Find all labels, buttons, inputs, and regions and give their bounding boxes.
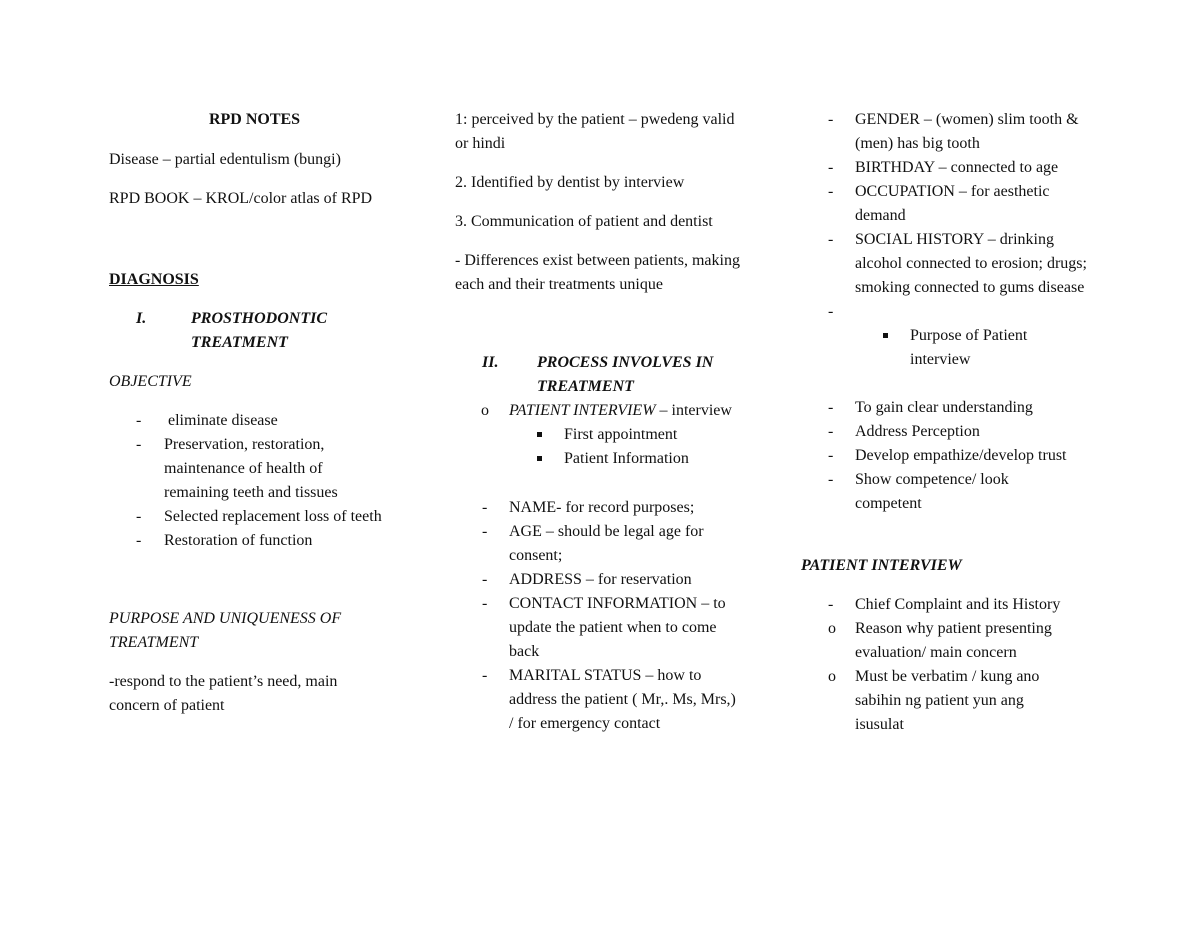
paragraph-1: 1: perceived by the patient – pwedeng valid or hindi xyxy=(455,111,735,152)
list-item: - Develop empathize/develop trust xyxy=(801,444,1071,468)
list-item: First appointment xyxy=(455,423,755,447)
list-item: - BIRTHDAY – connected to age xyxy=(801,156,1091,180)
list-item: - GENDER – (women) slim tooth & (men) has big tooth xyxy=(801,108,1091,156)
patient-interview-item xyxy=(455,399,749,423)
list-item: - Restoration of function xyxy=(109,529,384,553)
dash-marker: - xyxy=(828,183,834,200)
list-item xyxy=(801,300,1091,324)
dash-marker: - xyxy=(828,399,834,416)
paragraph-3: 3. Communication of patient and dentist xyxy=(455,213,713,230)
list-item: - Selected replacement loss of teeth xyxy=(109,505,384,529)
dash-marker: - xyxy=(828,423,834,440)
purpose-sublist xyxy=(801,324,1061,372)
dash-marker: - xyxy=(482,667,488,684)
list-item: - SOCIAL HISTORY – drinking alcohol connected to erosion; drugs; smoking connected to gums disease xyxy=(801,228,1091,300)
circle-bullet-icon: o xyxy=(481,402,489,419)
section-1-title: PROSTHODONTIC TREATMENT xyxy=(191,310,328,351)
circle-bullet-icon: o xyxy=(828,668,836,685)
column-2 xyxy=(455,108,755,736)
list-item: - CONTACT INFORMATION – to update the patient when to come back xyxy=(455,592,740,664)
dash-marker: - xyxy=(828,111,834,128)
purpose-text: -respond to the patient’s need, main concern of patient xyxy=(109,673,338,714)
dash-marker: - xyxy=(828,447,834,464)
column-1 xyxy=(109,108,384,718)
list-item: o Reason why patient presenting evaluation/ main concern xyxy=(801,617,1071,665)
dash-marker: - xyxy=(136,532,142,549)
section-2-title: PROCESS INVOLVES IN TREATMENT xyxy=(537,354,714,395)
square-bullet-icon xyxy=(537,432,542,437)
notes-title: RPD NOTES xyxy=(208,111,301,128)
dash-marker: - xyxy=(482,571,488,588)
list-item: - AGE – should be legal age for consent; xyxy=(455,520,740,568)
list-item: Patient Information xyxy=(455,447,755,471)
disease-line: Disease – partial edentulism (bungi) xyxy=(109,151,341,168)
section-1-heading xyxy=(109,307,384,355)
patient-info-list xyxy=(455,496,740,736)
patient-interview-label: PATIENT INTERVIEW – xyxy=(509,402,668,419)
dash-marker: - xyxy=(828,303,834,320)
dash-marker: - xyxy=(828,159,834,176)
patient-interview-heading: PATIENT INTERVIEW xyxy=(801,557,962,574)
dash-marker: - xyxy=(828,596,834,613)
section-2-number: II. xyxy=(482,354,499,371)
list-item: - NAME- for record purposes; xyxy=(455,496,740,520)
dash-marker: - xyxy=(136,508,142,525)
section-2-heading xyxy=(455,351,747,399)
dash-marker: - xyxy=(136,436,142,453)
diagnosis-heading: DIAGNOSIS xyxy=(109,271,199,288)
patient-interview-suffix: interview xyxy=(667,402,732,419)
dash-marker: - xyxy=(828,471,834,488)
objective-heading: OBJECTIVE xyxy=(109,373,192,390)
purpose-heading: PURPOSE AND UNIQUENESS OF TREATMENT xyxy=(109,610,342,651)
list-item: - To gain clear understanding xyxy=(801,396,1071,420)
dash-marker: - xyxy=(482,523,488,540)
list-item: - OCCUPATION – for aesthetic demand xyxy=(801,180,1091,228)
objective-list xyxy=(109,409,384,553)
list-item: - Preservation, restoration, maintenance of health of remaining teeth and tissues xyxy=(109,433,384,505)
dash-marker: - xyxy=(828,231,834,248)
paragraph-4: - Differences exist between patients, making each and their treatments unique xyxy=(455,252,740,293)
list-item: - eliminate disease xyxy=(109,409,384,433)
dash-marker: - xyxy=(136,412,142,429)
list-item: Purpose of Patient interview xyxy=(801,324,1061,372)
section-1-number: I. xyxy=(136,310,147,327)
dash-marker: - xyxy=(482,499,488,516)
square-bullet-icon xyxy=(883,333,888,338)
appointment-sublist xyxy=(455,423,755,471)
list-item: - MARITAL STATUS – how to address the patient ( Mr,. Ms, Mrs,) / for emergency contact xyxy=(455,664,740,736)
square-bullet-icon xyxy=(537,456,542,461)
list-item: o Must be verbatim / kung ano sabihin ng patient yun ang isusulat xyxy=(801,665,1055,737)
dash-marker: - xyxy=(482,595,488,612)
column-3 xyxy=(801,108,1101,737)
patient-info-list-continued xyxy=(801,108,1091,324)
list-item: - Chief Complaint and its History xyxy=(801,593,1071,617)
list-item: - Show competence/ look competent xyxy=(801,468,1071,516)
paragraph-2: 2. Identified by dentist by interview xyxy=(455,174,685,191)
interview-list xyxy=(801,593,1071,737)
book-line: RPD BOOK – KROL/color atlas of RPD xyxy=(109,190,373,207)
list-item: - ADDRESS – for reservation xyxy=(455,568,740,592)
list-item: - Address Perception xyxy=(801,420,1071,444)
circle-bullet-icon: o xyxy=(828,620,836,637)
purpose-list xyxy=(801,396,1071,516)
